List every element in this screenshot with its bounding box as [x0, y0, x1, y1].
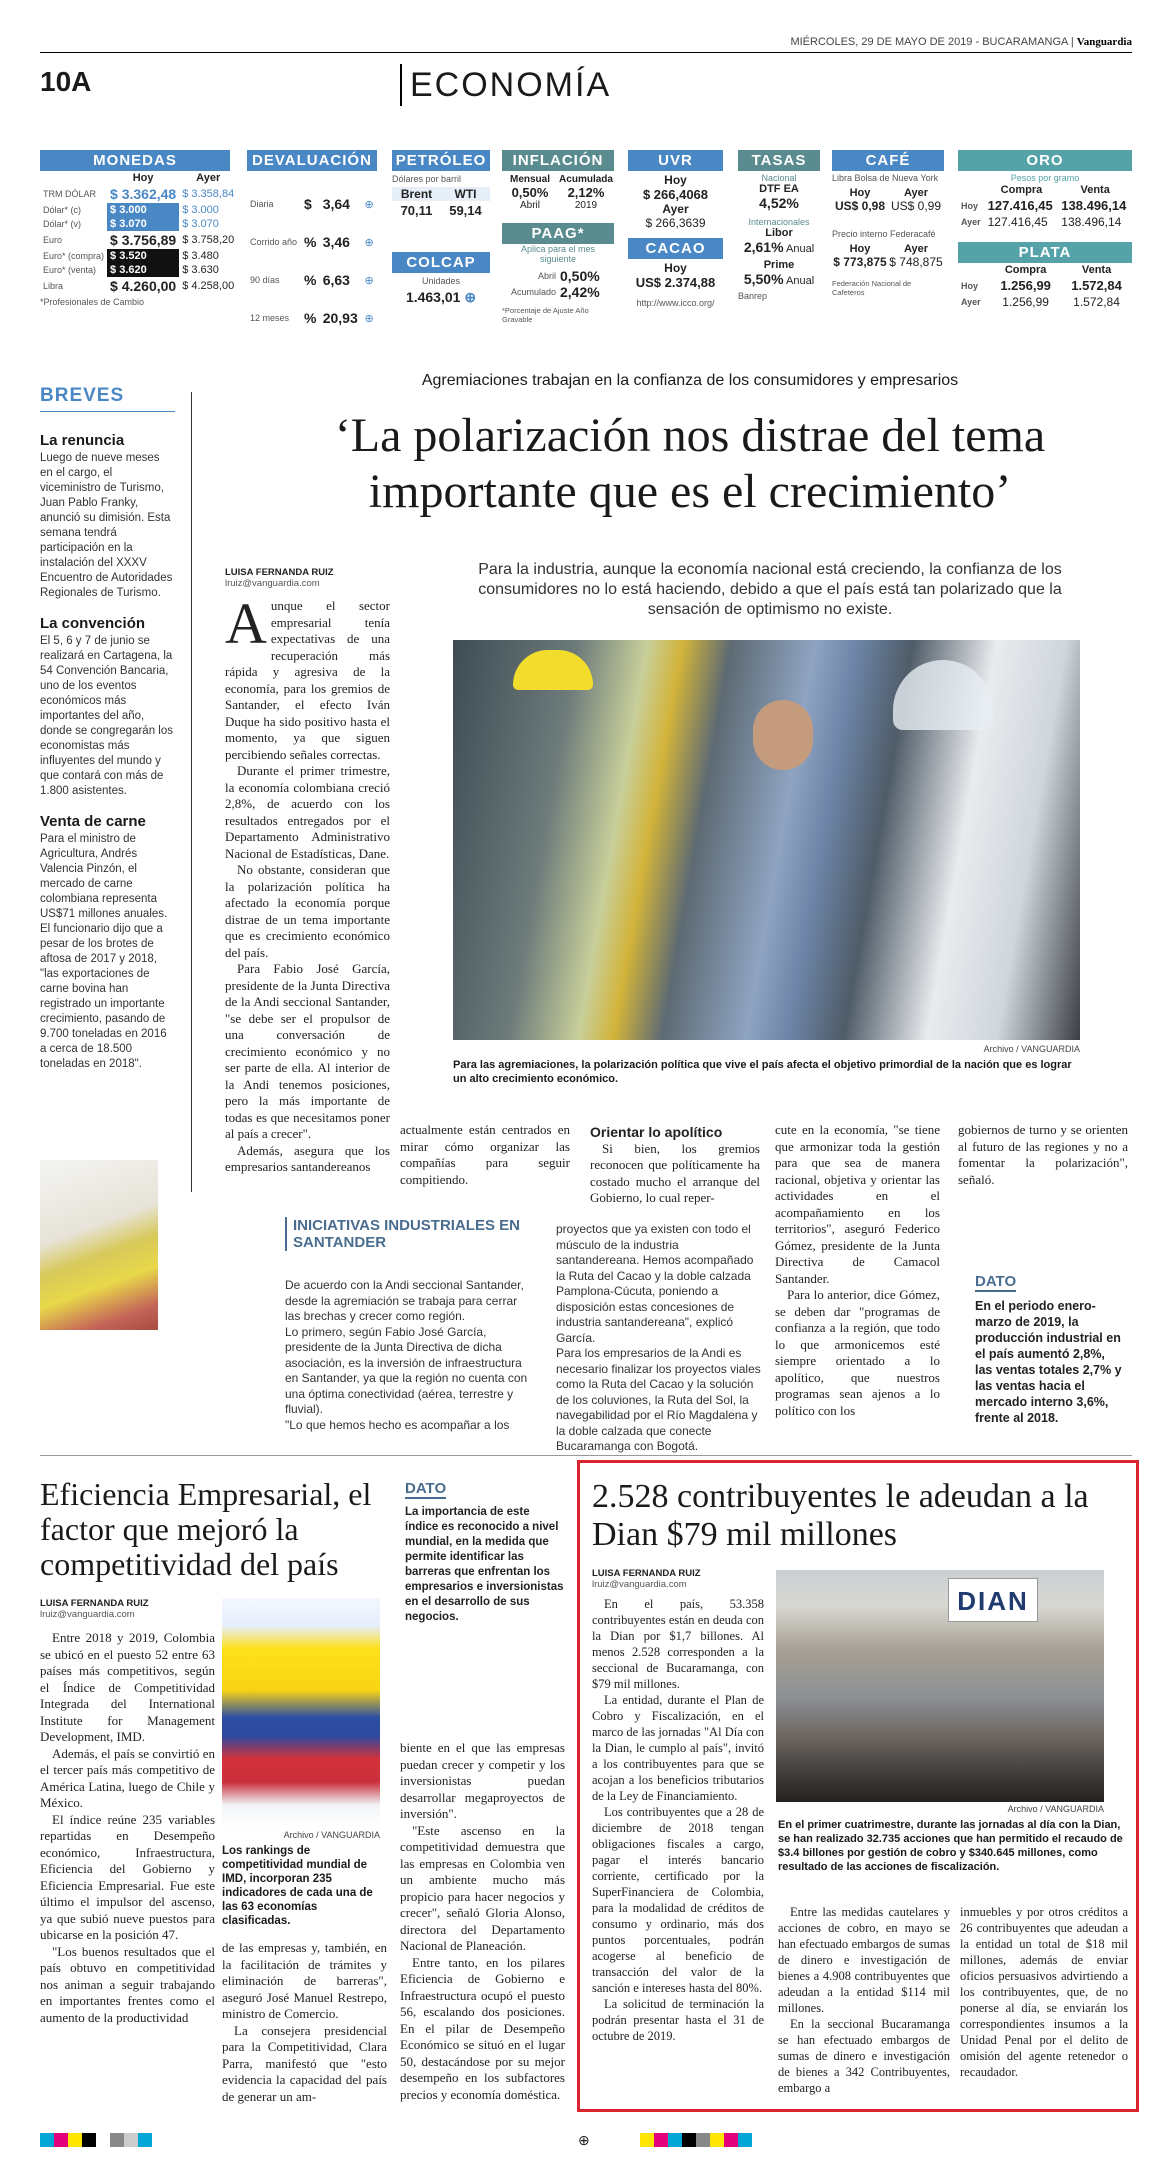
main-photo-credit: Archivo / VANGUARDIA: [983, 1044, 1080, 1054]
page-number: 10A: [40, 66, 92, 97]
uvr-ayer-label: Ayer: [662, 202, 689, 216]
paragraph: En el país, 53.358 contribuyentes están en deuda con la Dian por $1,7 billones. Al menos 2.528 corresponden a la seccional de Bucaramanga, con $79 mil millones.: [592, 1597, 764, 1691]
inflacion-panel: [502, 150, 614, 324]
eficiencia-col2: [222, 1940, 387, 2105]
brand-logo: Vanguardia: [1076, 36, 1132, 48]
main-kicker: Agremiaciones trabajan en la confianza de los consumidores y empresarios: [421, 372, 959, 389]
tasas-intl: Internacionales: [748, 217, 810, 227]
cacao-title: CACAO: [628, 238, 723, 259]
main-col4: [775, 1122, 940, 1419]
paag-row2-label: Acumulado: [510, 287, 556, 297]
plata-venta-label: Venta: [1081, 264, 1112, 276]
dian-col3: [960, 1904, 1128, 2080]
devaluacion-title: DEVALUACIÓN: [247, 150, 377, 171]
table-row: TRM DÓLAR $ 3.362,48 $ 3.358,84: [43, 186, 235, 202]
colcap-sub: Unidades: [421, 276, 461, 286]
main-col3: [590, 1122, 760, 1207]
monedas-panel: [40, 150, 235, 307]
table-row: Euro $ 3.756,89 $ 3.758,20: [43, 232, 235, 248]
paragraph: cute en la economía, "se tiene que armonizar toda la gestión para que sea de manera racional, objetiva y orientar las actividades en el acompañamiento en los territorios", aseguró Federico Gómez, presidente de la Junta Directiva de Camacol Santander.: [775, 1122, 940, 1286]
cafe-sub: Libra Bolsa de Nueva York: [832, 173, 939, 183]
dropcap: A: [225, 591, 267, 656]
paag-row2-value: 2,42%: [560, 284, 600, 300]
cacao-value: US$ 2.374,88: [635, 275, 716, 290]
tasas-libor: 2,61% Anual: [743, 239, 815, 255]
paragraph: biente en el que las empresas puedan crecer y competir y los inversionistas puedan desarrollar megaproyectos de inversión".: [400, 1740, 565, 1821]
eficiencia-photo-caption: Los rankings de competitividad mundial de IMD, incorporan 235 indicadores de cada una de las 63 economías clasificadas.: [222, 1845, 373, 1927]
paragraph: "Los buenos resultados que el país obtuvo en competitividad nos animan a seguir trabajando en importantes frentes como el aumento de la productividad: [40, 1943, 215, 2025]
cafe-source: Federación Nacional de Cafeteros: [832, 279, 912, 297]
breve-heading: La convención: [40, 615, 146, 632]
tasas-prime: 5,50% Anual: [743, 271, 815, 287]
oro-venta-label: Venta: [1080, 184, 1110, 196]
inflacion-col2: Acumulada: [559, 174, 613, 185]
table-row: Ayer 1.256,99 1.572,84: [961, 295, 1120, 309]
helmet-shape: [893, 660, 993, 730]
paragraph: Entre 2018 y 2019, Colombia se ubicó en el puesto 52 entre 63 países más competitivos, según el Índice de Competitividad Integrada del International Institute for Management Development, IMD.: [40, 1630, 215, 1744]
breve-text: Para el ministro de Agricultura, Andrés Valencia Pinzón, el mercado de carne colombiana representa US$71 millones anuales. El funcionario dijo que a pesar de los brotes de aftosa de 2017 y 2018, "las exportaciones de carne bovina han registrado un importante crecimiento, pasando de 9.700 toneladas en 2016 a cerca de 18.500 toneladas en 2018".: [40, 833, 168, 1070]
devaluacion-panel: [247, 150, 377, 337]
table-row: Dólar* (v) $ 3.070 $ 3.070: [43, 218, 219, 230]
section-title: ECONOMÍA: [400, 64, 611, 106]
table-row: Hoy 1.256,99 1.572,84: [961, 278, 1122, 293]
main-photo-caption: Para las agremiaciones, la polarización política que vive el país afecta el objetivo primordial de la nación que es lograr un alto crecimiento económico.: [453, 1059, 1072, 1085]
cafe-ayer-value: US$ 0,99: [890, 199, 942, 213]
paragraph: gobiernos de turno y se orienten al futuro de las regiones y no a fomentar la polarización", señaló.: [958, 1122, 1128, 1187]
header-rule: [40, 52, 1132, 53]
wti-value: 59,14: [449, 203, 482, 218]
cacao-source: http://www.icco.org/: [636, 298, 715, 308]
up-arrow-icon: ⊕: [464, 289, 477, 305]
col-hoy: Hoy: [132, 172, 154, 184]
brent-value: 70,11: [400, 203, 433, 218]
brent-label: Brent: [400, 187, 433, 201]
hardhat-shape: [513, 650, 593, 690]
up-arrow-icon: ⊕: [364, 236, 374, 249]
paragraph: Entre tanto, en los pilares Eficiencia de Gobierno e Infraestructura ocupó el puesto 56, escalando dos posiciones. En el pilar de Desempeño Económico se situó en el lugar 50, destacándose por su mejor desempeño en los subfactores precios y economía doméstica.: [400, 1954, 565, 2102]
tasas-source: Banrep: [738, 291, 768, 301]
monedas-note: *Profesionales de Cambio: [40, 297, 145, 307]
dian-col2: [778, 1904, 950, 2096]
paragraph: La solicitud de terminación la podrán presentar hasta el 31 de octubre de 2019.: [592, 1997, 764, 2043]
paragraph: inmuebles y por otros créditos a 26 contribuyentes que adeudan a la entidad un total de $18 mil millones, además de enviar oficios persuasivos advirtiendo a los contribuyentes, que, de no ponerse al día, se enviarán los correspondientes insumos a la Unidad Penal por el delito de omisión del agente retenedor o recaudador.: [960, 1905, 1128, 2079]
table-row: Diaria $ 3,64 ⊕: [247, 185, 377, 223]
dato-text: En el periodo enero-marzo de 2019, la producción industrial en el país aumentó 2,8%, las ventas totales 2,7% y las ventas hacia el mercado interno 3,6%, frente al 2018.: [975, 1299, 1122, 1425]
monedas-table: [40, 171, 237, 295]
paragraph: No obstante, consideran que la polarización política ha afectado la economía porque distrae de un tema importante que es crecimiento económico del país.: [225, 862, 390, 960]
paragraph: Durante el primer trimestre, la economía colombiana creció 2,8%, de acuerdo con los resultados entregados por el Departamento Administrativo Nacional de Estadísticas, Dane.: [225, 763, 390, 861]
petroleo-title: PETRÓLEO: [392, 150, 490, 171]
cafe-hoy2-value: $ 773,875: [833, 255, 887, 269]
section-rule: [40, 1455, 1132, 1456]
wti-label: WTI: [454, 187, 477, 201]
oro-panel: [958, 150, 1132, 310]
paragraph: Para lo anterior, dice Gómez, se deben dar "programas de confianza a la región, que todo lo que armonicemos esté siempre orientado a lo apolítico, que nuestros programas sean ajenos a lo político con los: [775, 1287, 940, 1418]
subheading: Orientar lo apolítico: [590, 1124, 723, 1140]
paag-row1-value: 0,50%: [560, 268, 600, 284]
uvr-hoy-value: $ 266,4068: [642, 187, 709, 202]
main-byline: LUISA FERNANDA RUIZ lruiz@vanguardia.com: [225, 567, 334, 589]
colcap-title: COLCAP: [392, 252, 490, 273]
tasas-dtf-value: 4,52%: [759, 195, 799, 211]
iniciativas-box: [285, 1217, 535, 1251]
paag-row1-label: Abril: [537, 271, 556, 281]
cafe-title: CAFÉ: [832, 150, 944, 171]
dato-title: DATO: [405, 1480, 447, 1497]
main-col5: [958, 1122, 1128, 1188]
breve-heading: Venta de carne: [40, 813, 146, 830]
plata-compra-label: Compra: [1004, 264, 1047, 276]
eficiencia-photo-credit: Archivo / VANGUARDIA: [283, 1830, 380, 1840]
paragraph: Entre las medidas cautelares y acciones de cobro, en mayo se han efectuado embargos de sumas de dinero e investigación de bienes a 4.908 contribuyentes que adeudan a la entidad $114 mil millones.: [778, 1905, 950, 2015]
main-lead: Para la industria, aunque la economía nacional está creciendo, la confianza de los consumidores no lo está haciendo, debido a que el país está tan polarizado que la sensación de optimismo no existe.: [478, 561, 1062, 618]
paragraph: Para Fabio José García, presidente de la Junta Directiva de la Andi seccional Santander, "se debe ser el propulsor de una conversación de crecimiento económico y no ser parte de ella. Al interior de la Andi tenemos posiciones, pero la más importante de todas es que necesitamos poner al país a crecer".: [225, 961, 390, 1141]
paragraph: En la seccional Bucaramanga se han efectuado embargos de sumas de dinero e investigación de bienes a 342 Contribuyentes, embargo a: [778, 2017, 950, 2095]
colombia-flag-photo: [222, 1598, 380, 1828]
breves-title: BREVES: [40, 385, 175, 412]
table-row: Euro* (venta) $ 3.620 $ 3.630: [43, 264, 219, 276]
cafe-sub2: Precio interno Federacafé: [832, 229, 936, 239]
inflacion-period1: Abril: [519, 200, 540, 211]
main-dato-box: [975, 1273, 1125, 1426]
dian-office-photo: [776, 1570, 1104, 1802]
table-row: Dólar* (c) $ 3.000 $ 3.000: [43, 204, 219, 216]
dian-photo-credit: Archivo / VANGUARDIA: [1007, 1804, 1104, 1814]
paragraph: La consejera presidencial para la Competitividad, Clara Parra, manifestó que "esto evidencia la capacidad del país de generar un am-: [222, 2022, 387, 2104]
eficiencia-dato-box: [405, 1480, 565, 1625]
uvr-ayer-value: $ 266,3639: [645, 216, 706, 230]
tasas-dtf-label: DTF EA: [759, 183, 799, 195]
breve-text: Luego de nueve meses en el cargo, el viceministro de Turismo, Juan Pablo Franky, anunció su dimisión. Esta semana tendrá participación en la instalación del XXXV Encuentro de Autoridades Regionales de Turismo.: [40, 452, 173, 599]
tasas-title: TASAS: [738, 150, 820, 171]
paragraph: Además, el país se convirtió en el tercer país más competitivo de América Latina, luego de Chile y México.: [40, 1745, 215, 1810]
cafe-ayer-label: Ayer: [903, 187, 929, 199]
uvr-hoy-label: Hoy: [664, 173, 687, 187]
eficiencia-col1: [40, 1630, 215, 2026]
iniciativas-title: INICIATIVAS INDUSTRIALES EN SANTANDER: [285, 1217, 535, 1251]
down-arrow-icon: ⊕: [364, 198, 374, 211]
paragraph: "Este ascenso en la competitividad demuestra que las empresas en Colombia ven un ambiente mucho más propicio para hacer negocios y crecer", señaló Gloria Alonso, directora del Departamento Nacional de Planeación.: [400, 1822, 565, 1953]
eficiencia-headline: Eficiencia Empresarial, el factor que mejoró la competitividad del país: [40, 1476, 372, 1582]
paragraph: unque el sector empresarial tenía expectativas de una recuperación más rápida y agresiva de la economía, para los gremios de Santander, el efecto Iván Duque ha sido positivo hasta el momento, ya que siguen percibiendo señales correctas.: [225, 598, 390, 762]
breve-heading: La renuncia: [40, 432, 125, 449]
tasas-prime-label: Prime: [763, 259, 795, 271]
up-arrow-icon: ⊕: [364, 274, 374, 287]
table-row: Corrido año % 3,46 ⊕: [247, 223, 377, 261]
oro-compra-label: Compra: [1000, 184, 1043, 196]
cafe-ayer2-label: Ayer: [903, 243, 929, 255]
paragraph: actualmente están centrados en mirar cómo organizar las compañías para seguir compitiendo.: [400, 1122, 570, 1187]
plata-title: PLATA: [958, 242, 1132, 263]
dato-title: DATO: [975, 1273, 1017, 1290]
paragraph: Los contribuyentes que a 28 de diciembre de 2018 tengan obligaciones fiscales a cargo, pagar el interés bancario corriente, certificado por la SuperFinanciera de Colombia, para la modalidad de créditos de consumo y ordinario, más dos puntos porcentuales, podrán acogerse al beneficio de transacción del valor de la sanción e intereses hasta del 80%.: [592, 1805, 764, 1995]
table-row: Ayer 127.416,45 138.496,14: [961, 215, 1122, 229]
oro-sub: Pesos por gramo: [1010, 173, 1080, 183]
oro-title: ORO: [958, 150, 1132, 171]
table-row: Hoy 127.416,45 138.496,14: [961, 198, 1127, 213]
face-shape: [753, 700, 813, 770]
dian-headline: 2.528 contribuyentes le adeudan a la Dian $79 mil millones: [592, 1478, 1089, 1553]
inflacion-col1: Mensual: [509, 174, 550, 185]
print-colorbar-left: [40, 2133, 152, 2147]
table-row: Euro* (compra) $ 3.520 $ 3.480: [43, 250, 219, 262]
print-colorbar-right: [640, 2133, 752, 2147]
iniciativas-col1: De acuerdo con la Andi seccional Santander, desde la agremiación se trabaja para cerrar las brechas y crecer como región. Lo primero, según Fabio José García, presidente de la Junta Directiva de dicha asociación, es la inversión de infraestructura en Santander, ya que la región no cuenta con una óptima conectividad (aérea, terrestre y fluvial). "Lo que hemos hecho es acompañar a los: [285, 1278, 528, 1432]
inflacion-title: INFLACIÓN: [502, 150, 614, 171]
colcap-value: 1.463,01 ⊕: [405, 289, 477, 305]
paragraph: Si bien, los gremios reconocen que políticamente ha costado mucho el arranque del Gobierno, lo cual reper-: [590, 1140, 760, 1205]
monedas-title: MONEDAS: [40, 150, 230, 171]
cafe-ayer2-value: $ 748,875: [889, 255, 943, 269]
eficiencia-col3: [400, 1740, 565, 2103]
cafe-hoy-value: US$ 0,98: [834, 199, 886, 213]
main-headline: ‘La polarización nos distrae del tema importante que es el crecimiento’: [334, 409, 1046, 518]
breves-sidebar: [40, 385, 175, 1072]
dato-text: La importancia de este índice es reconocido a nivel mundial, en la medida que permite identificar las barreras que enfrentan los empresarios e inversionistas en el desarrollo de sus negocios.: [405, 1506, 564, 1623]
inflacion-acumulada: 2,12%: [567, 185, 605, 200]
cafe-hoy-label: Hoy: [849, 187, 871, 199]
iniciativas-col2: proyectos que ya existen con todo el músculo de la industria santandereana. Hemos acompañado la Ruta del Cacao y la doble calzada Pamplona-Cúcuta, poniendo a disposición estas concesiones de industria santandereana", explicó García. Para los empresarios de la Andi es necesario finalizar los proyectos viales como la Ruta del Cacao y la solución de los coluviones, la Ruta del Sol, la navegabilidad por el Río Magdalena y la doble calzada que conecte Bucaramanga con Bogotá.: [556, 1222, 761, 1453]
main-col1: [225, 591, 390, 1176]
paragraph: La entidad, durante el Plan de Cobro y Fiscalización, en el marco de las jornadas "Al Día con la Dian, le cumplo al país", invitó a los contribuyentes para que se acojan a los beneficios tributarios de la Ley de Financiamiento.: [592, 1693, 764, 1803]
table-row: 12 meses % 20,93 ⊕: [247, 299, 377, 337]
butcher-photo: [40, 1160, 158, 1330]
dian-sign-logo: DIAN: [948, 1578, 1038, 1622]
inflacion-mensual: 0,50%: [511, 185, 549, 200]
paag-note: *Porcentaje de Ajuste Año Gravable: [502, 306, 589, 324]
breve-text: El 5, 6 y 7 de junio se realizará en Cartagena, la 54 Convención Bancaria, uno de los eventos económicos más importantes del año, donde se congregarán los economistas más influyentes del mundo y que contará con más de 1.800 asistentes.: [40, 635, 173, 797]
cafe-hoy2-label: Hoy: [849, 243, 871, 255]
paragraph: de las empresas y, también, en la facilitación de trámites y eliminación de barreras", aseguró José Manuel Restrepo, ministro de Comercio.: [222, 1940, 387, 2021]
breves-divider: [180, 392, 192, 1192]
main-col2: [400, 1122, 570, 1188]
uvr-panel: [628, 150, 723, 308]
tasas-nacional: Nacional: [761, 173, 797, 183]
petroleo-sub: Dólares por barril: [392, 174, 462, 184]
uvr-title: UVR: [628, 150, 723, 171]
col-ayer: Ayer: [196, 172, 221, 184]
paag-sub: Aplica para el mes siguiente: [520, 244, 596, 264]
cacao-hoy-label: Hoy: [664, 261, 687, 275]
eficiencia-byline: LUISA FERNANDA RUIZ lruiz@vanguardia.com: [40, 1598, 149, 1620]
inflacion-period2: 2019: [574, 200, 598, 211]
petroleo-panel: [392, 150, 490, 306]
paragraph: Además, asegura que los empresarios santandereanos: [225, 1142, 390, 1174]
table-row: 90 días % 6,63 ⊕: [247, 261, 377, 299]
table-row: Libra $ 4.260,00 $ 4.258,00: [43, 278, 235, 294]
registration-mark-icon: ⊕: [578, 2132, 590, 2148]
dian-byline: LUISA FERNANDA RUIZ lruiz@vanguardia.com: [592, 1568, 701, 1590]
up-arrow-icon: ⊕: [364, 312, 374, 325]
tasas-libor-label: Libor: [765, 227, 793, 239]
tasas-panel: [738, 150, 820, 301]
paragraph: El índice reúne 235 variables repartidas en Desempeño económico, Infraestructura, Eficiencia del Gobierno y Eficiencia Empresarial. Fue este último el impulsor del ascenso, ya que subió nueve puestos para ubicarse en la posición 47.: [40, 1811, 215, 1942]
main-photo: [453, 640, 1080, 1040]
paag-title: PAAG*: [502, 223, 614, 244]
cafe-panel: [832, 150, 944, 297]
header-date: MIÉRCOLES, 29 DE MAYO DE 2019 - BUCARAMANGA | Vanguardia: [790, 36, 1132, 48]
dian-photo-caption: En el primer cuatrimestre, durante las jornadas al día con la Dian, se han realizado 32.735 acciones que han permitido el recaudo de $3.4 billones por gestión de cobro y $340.645 millones, como resultado de las acciones de fiscalización.: [778, 1819, 1123, 1873]
dian-col1: [592, 1596, 764, 2044]
